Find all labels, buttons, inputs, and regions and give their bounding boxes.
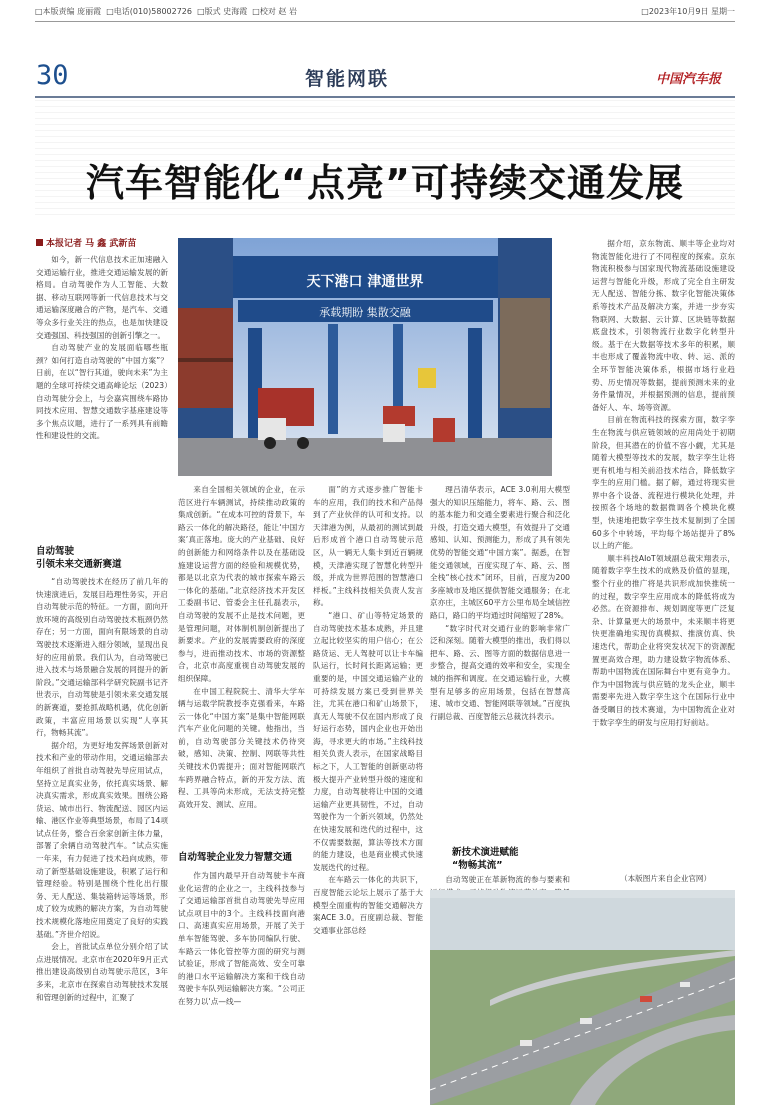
body-paragraph: 目前在物流科技的探索方面，数字孪生在物流与供应链领域的应用尚处于初期阶段，但其潜在的价值不容小觑，尤其是随着大模型等技术的发展，数字孪生让将更有机地与相关前沿技术结合，降低数字孪生的应用门槛。据了解，通过将现实世界中各个设备、流程进行模块化处理，并按照各个场地的数据微调各个模块化模型，快速地把数字孪生技术复制到了全国60多个中转场，平均每个场站提升了8%以上的产能。 bbox=[592, 415, 735, 551]
body-paragraph: 面”的方式逐步推广智能卡车的应用，我们的技术和产品得到了产业伙伴的认可和支持。以天津港为例，从最初的测试到最后形成首个港口自动驾驶示范区，从一辆无人集卡到近百辆规模，天津港实现了智慧化转型升级，并成为世界范围的智慧港口样板。”主线科技相关负责人发言称。 bbox=[313, 485, 423, 608]
article-column-5 bbox=[592, 238, 735, 866]
article-column-3 bbox=[313, 484, 423, 1104]
subhead-line: 引领未来交通新赛道 bbox=[36, 559, 122, 570]
proof-credit: □校对 赵 岩 bbox=[252, 7, 297, 16]
byline-marker-icon bbox=[36, 239, 43, 246]
subhead-new-tech bbox=[452, 846, 582, 872]
subhead-line: 新技术演进赋能 bbox=[452, 847, 519, 858]
port-photo-illustration bbox=[178, 238, 552, 476]
phone-credit: □电话(010)58002726 bbox=[106, 7, 192, 16]
article-column-1 bbox=[36, 576, 168, 1104]
photo-caption: （本版图片来自企业官网） bbox=[620, 874, 712, 883]
issue-date: □2023年10月9日 bbox=[641, 7, 709, 16]
section-title: 智能网联 bbox=[305, 68, 390, 90]
body-paragraph: 据介绍，为更好地发挥场景创新对技术和产业的带动作用，交通运输部去年组织了首批自动驾驶先导应用试点，坚持立足真实业务，依托真实场景、解决真实需求，形成真实效果。围绕公路货运、城市出行、物流配送、园区内运输、港区作业等典型场景，布局了14项试点任务，整合百余家创新主体力量，部署了余辆自动驾驶汽车。“试点实施一年来，有力促进了技术趋向成熟，带动了新型基础设施建设，积累了运行和管理经验。特别是围绕个性化出行服务、无人配送、集装箱转运等场景，形成了较为成熟的解决方案，为自动驾驶技术规模化落地应用奠定了良好的实践基础。”齐世介绍说。 bbox=[36, 740, 168, 939]
byline-text: 本报记者 马 鑫 武新苗 bbox=[46, 239, 137, 249]
byline bbox=[36, 236, 136, 249]
body-paragraph: 自动驾驶正在革新物流的参与要素和 bbox=[445, 875, 570, 884]
editor-credit: □本版责编 庞丽霞 bbox=[35, 7, 102, 16]
subhead-enterprises: 自动驾驶企业发力智慧交通 bbox=[178, 852, 293, 863]
issue-weekday: 星期一 bbox=[711, 7, 735, 16]
body-paragraph: 在中国工程院院士、清华大学车辆与运载学院教授李克强看来，车路云一体化“中国方案”是集中智能网联汽车产业化问题的关键。他指出，当前，自动驾驶部分关键技术仍待突破，感知、决策、控制、网联等共性关键技术仍需提升；面对智能网联汽车跨界融合特点，新的开发方法、流程、工具等尚未形成，无法支持完整高效开发、测试、应用。 bbox=[178, 686, 305, 809]
body-paragraph: “自动驾驶技术在经历了前几年的快速演进后，发展目趋理性务实，开启自动驾驶示范的特征。一方面，面向开放环境的高级别自动驾驶技术瓶颈仍然存在；另一方面，面向有限场景的自动驾驶技术逐渐进入细分领域，显现出良好的应用前景。我们认为，自动驾驶已进入技术与场景融合发展的同提升的新阶段。”交通运输部科学研究院副书记齐世表示，自动驾驶是引领未来交通发展的新赛道，要抢抓战略机遇，优化创新政策，丰富应用场景以实现“人享其行，物畅其流”。 bbox=[36, 577, 168, 738]
body-paragraph: “港口、矿山等特定场景的自动驾驶技术基本成熟，并且建立起比较坚实的用户信心；在公路货运、无人驾驶可以让卡车编队运行，长时间长距离运输；更重要的是，中国交通运输产业的可持续发展方案已受到世界关注，尤其在港口和矿山场景下，真无人驾驶不仅在国内形成了良好运行态势，国内企业也开始出海，寻求更大的市场。”主线科技相关负责人表示，在国家战略目标之下，人工智能的创新驱动将极大提升产业转型升级的速度和力度，自动驾驶将让中国的交通运输产业更具韧性，不过，自动驾驶作为一个新兴领域，仍然处在快速发展和迭代的过程中，这不仅需要数据，算法等技术方面的能力建设，也是商业模式快速发展迭代的过程。 bbox=[313, 610, 423, 872]
subhead-line: 自动驾驶 bbox=[36, 546, 75, 557]
masthead-bar bbox=[35, 6, 735, 22]
body-paragraph: 据介绍，京东物流、顺丰等企业均对物流智能化进行了不同程度的探索。京东物流积极参与国家现代物流基础设施建设运营与智能化升级，形成了完全自主研发无人配送、智能分拣、数字化智能决策体系等技术产品及解决方案，并进一步夯实物联网、大数据、云计算、区块链等数据底盘技术，引领物流行业数字化转型升级。基于在大数据等技术多年的积累，顺丰也形成了覆盖物流中收、转、运、派的全环节智能决策体系，根据市场行业趋势、历史情况等数据，提前预测未来的业务件量情况，并根据预测的信息，提前预备好人、车、场等资源。 bbox=[592, 239, 735, 412]
port-photo bbox=[178, 238, 552, 476]
body-paragraph: 在车路云一体化的共识下，百度智能云论坛上展示了基于大模型全面重构的智能交通解决方案ACE 3.0。百度副总裁、智能交通事业部总经 bbox=[313, 875, 423, 935]
body-paragraph: 作为国内最早开自动驾驶卡车商业化运营的企业之一，主线科技参与了交通运输部首批自动驾驶先导应用试点项目中的3个。主线科技面向港口、高速真实应用场景，开展了关于单车智能驾驶、多车协同编队行驶、车路云一体化管控等方面的研究与测试验证，形成了智能高效、安全可靠的港口水平运输解决方案和干线自动驾驶卡车队列运输解决方案。“公司正在努力以‘点—线— bbox=[178, 871, 305, 1006]
headline: 汽车智能化“点亮”可持续交通发展 bbox=[86, 161, 684, 205]
page-number: 30 bbox=[36, 60, 69, 91]
header-rule bbox=[35, 96, 735, 98]
subhead-line: “物畅其流” bbox=[452, 860, 503, 871]
body-paragraph: 理吕清华表示，ACE 3.0利用大模型强大的知识压缩能力，将车、路、云、图的基本能力和交通全要素进行聚合和泛化升级，打造交通大模型，有效提升了交通感知、认知、预测能力，形成了具有领先优势的智能交通“中国方案”。据悉，在智能交通领域，百度实现了车、路、云、图全栈“核心技术”闭环，目前，百度为200多座城市及地区提供智能交通服务；在北京亦庄，主城区60平方公里布局全域信控路口，路口的平均通过时间缩短了28%。 bbox=[430, 485, 570, 620]
port-sign-top: 天下港口 津通世界 bbox=[306, 274, 424, 290]
subhead-autonomous bbox=[36, 545, 176, 571]
body-paragraph: 顺丰科技AIoT领域副总裁宋翔表示，随着数字孪生技术的成熟及价值的显现，整个行业的推广将是共识形成加快推统一的过程，数字孪生应用成本的降低将成为必然。在资源排布、规划调度等更广泛复杂、计算量更大的场景中，未来顺丰将更快更准确地实现仿真模拟、推演仿真、快速迭代，帮助企业将突发状况下的资源配置更高效合理，助力建设数字物流体系、帮助中国物流在国际舞台中更有竞争力。作为中国物流与供应链的龙头企业，顺丰需要率先进入数字孪生这个在国际行业中备受瞩目的技术赛道，为中国物流企业对于数字孪生的研发与应用打好前站。 bbox=[592, 553, 735, 727]
body-paragraph: “数字时代对交通行业的影响非常广泛和深刻。随着大模型的推出，我们得以把车、路、云、图等方面的数据信息进一步整合，提高交通的效率和安全，实现全城的指挥和调度。在交通运输行业，大模型有足够多的应用场景，包括在智慧高速、城市交通、智能网联等领域。”百度执行副总裁、百度智能云总裁沈抖表示。 bbox=[430, 623, 570, 721]
article-column-2 bbox=[178, 484, 305, 846]
article-column-4b bbox=[430, 874, 570, 890]
layout-credit: □版式 史海霞 bbox=[197, 7, 248, 16]
port-sign-bottom: 承载期盼 集散交融 bbox=[319, 306, 411, 319]
intro-paragraph: 如今，新一代信息技术正加速融入交通运输行业，推进交通运输发展的新格局。自动驾驶作为人工智能、大数据、移动互联网等新一代信息技术与交通运输深度融合的产物，是汽车、交通等众多行业关注的热点，也是加快建设交通强国、科技强国的创新引擎之一。 bbox=[36, 255, 168, 340]
highway-photo-illustration bbox=[430, 890, 735, 1105]
article-column-2b bbox=[178, 870, 305, 1104]
intro-paragraph: 自动驾驶产业的发展面临哪些瓶颈？如何打造自动驾驶的“中国方案”？日前，在以“智行其道，驶向未来”为主题的全球可持续交通高峰论坛（2023）自动驾驶分会上，与会嘉宾围绕车路协同技术应用、智慧交通数字基座建设等多个焦点议题，进行了一系列具有前瞻性和建设性的交流。 bbox=[36, 343, 168, 441]
article-column-4 bbox=[430, 484, 570, 850]
body-paragraph: 会上，首批试点单位分别介绍了试点进展情况。北京市在2020年9月正式推出建设高级别自动驾驶示范区，3年多来，北京市在探索自动驾驶技术发展和管理创新的过程中，汇聚了 bbox=[36, 942, 168, 1002]
newspaper-logo: 中国汽车报 bbox=[655, 72, 721, 87]
article-column-1-intro bbox=[36, 254, 168, 524]
body-paragraph: 来自全国相关领域的企业，在示范区进行车辆测试，持续推动政策的集成创新。“在成本可控的背景下，车路云一体化的解决路径，能让‘中国方案’真正落地。庞大的产业基础、良好的创新能力和网络条件以及在基础设施建设运营方面的经验和规模优势，都是以北京为代表的城市探索车路云一体化的基础。”北京经济技术开发区工委副书记、管委会主任孔磊表示，自动驾驶的发展不止是技术问题，更是管理问题，对体制机制创新提出了新要求。产业的发展需要政府的深度参与，进而推动技术、市场的资源整合，北京市高度重视自动驾驶发展的组织保障。 bbox=[178, 485, 305, 683]
highway-photo bbox=[430, 890, 735, 1105]
